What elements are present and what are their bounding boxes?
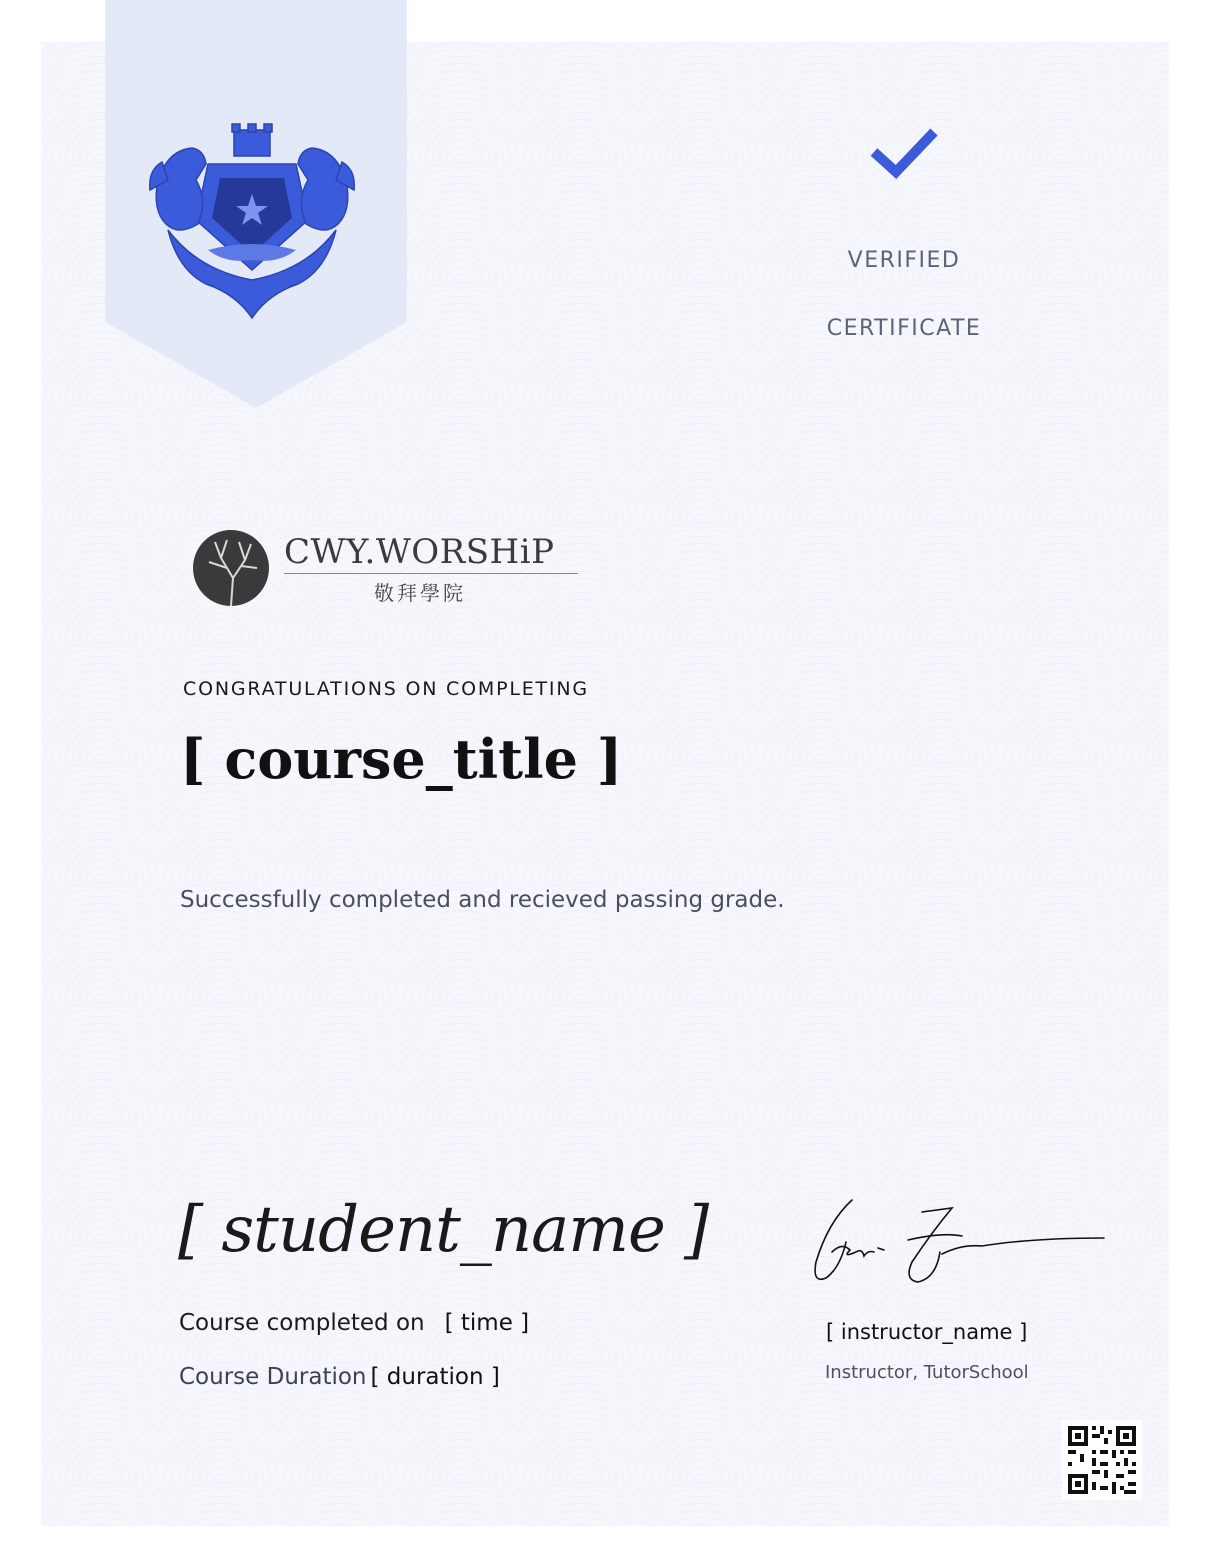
completed-row [179, 1310, 529, 1336]
duration-label: Course Duration [179, 1364, 367, 1390]
tree-logo-icon [191, 528, 271, 608]
logo-subtitle: 敬拜學院 [374, 581, 466, 605]
success-text: Successfully completed and recieved passing grade. [180, 887, 785, 913]
student-name: [ student_name ] [178, 1193, 709, 1267]
completed-label: Course completed on [179, 1310, 425, 1336]
logo-divider [284, 573, 578, 574]
check-icon [870, 126, 938, 180]
duration-row [179, 1364, 500, 1390]
instructor-name: [ instructor_name ] [826, 1320, 1028, 1344]
verified-badge [800, 126, 1008, 380]
certificate-label: CERTIFICATE [826, 316, 982, 341]
course-title: [ course_title ] [180, 727, 623, 791]
qr-code-icon [1062, 1420, 1142, 1500]
instructor-signature [812, 1192, 1108, 1292]
duration-value: [ duration ] [370, 1364, 500, 1390]
congratulations-heading: CONGRATULATIONS ON COMPLETING [183, 678, 589, 700]
verified-label: VERIFIED [847, 248, 961, 273]
instructor-title: Instructor, TutorSchool [825, 1362, 1029, 1383]
logo-name: CWY.WORSHiP [284, 532, 555, 572]
completed-value: [ time ] [444, 1310, 530, 1336]
crest-icon [148, 120, 356, 325]
logo [191, 528, 591, 608]
